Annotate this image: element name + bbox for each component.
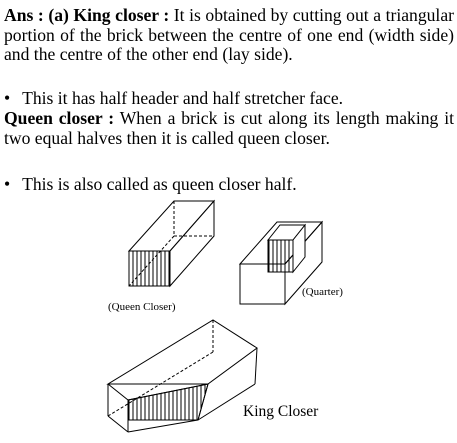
bullet-2-text: This is also called as queen closer half. bbox=[22, 174, 297, 194]
queen-closer-heading: Queen closer : bbox=[4, 108, 115, 128]
king-closer-caption: King Closer bbox=[243, 403, 319, 420]
king-closer-figure bbox=[108, 320, 257, 432]
bullet-icon: • bbox=[4, 174, 11, 194]
king-closer-text: It is obtained by cutting out a triangular portion of the brick between the centre of one end (width side) and the centre of the other end (lay side). bbox=[4, 5, 454, 64]
bullet-icon: • bbox=[4, 88, 11, 108]
queen-closer-figure bbox=[129, 201, 214, 286]
quarter-caption: (Quarter) bbox=[302, 286, 343, 298]
queen-closer-caption: (Queen Closer) bbox=[108, 301, 176, 313]
queen-closer-text: When a brick is cut along its length making it two equal halves then it is called queen closer. bbox=[4, 108, 454, 148]
bullet-1-text: This it has half header and half stretcher face. bbox=[22, 88, 344, 108]
answer-prefix: Ans : (a) King closer : bbox=[4, 5, 170, 25]
